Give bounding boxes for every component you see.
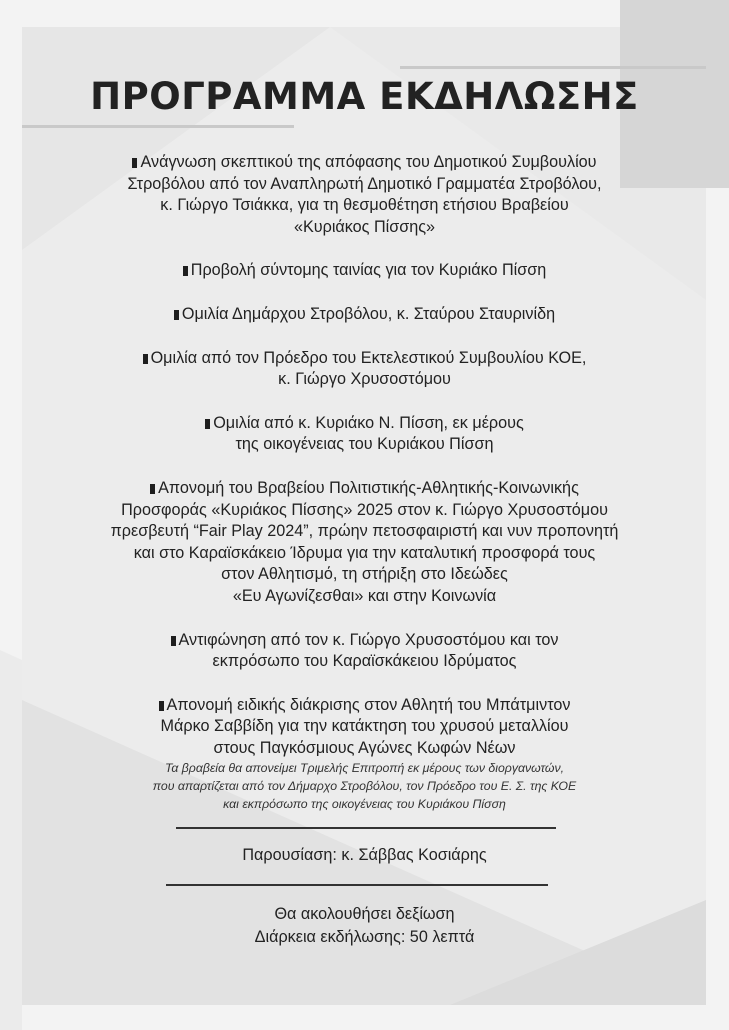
program-item-line	[0, 217, 729, 239]
program-item-text: Ομιλία Δημάρχου Στροβόλου, κ. Σταύρου Σταυρινίδη	[181, 304, 556, 323]
program-item-text: στον Αθλητισμό, τη στήριξη στο Ιδεώδες	[221, 565, 508, 584]
program-item-line	[0, 651, 729, 673]
program-item-line	[0, 716, 729, 738]
square-bullet-icon	[183, 266, 188, 276]
program-item-line	[0, 630, 729, 652]
program-item	[0, 695, 729, 760]
program-item-text: στους Παγκόσμιους Αγώνες Κωφών Νέων	[213, 738, 516, 757]
program-list	[0, 152, 729, 781]
program-item-line	[0, 695, 729, 717]
program-item-text: της οικογένειας του Κυριάκου Πίσση	[235, 435, 494, 454]
program-item-line	[0, 304, 729, 326]
program-item-line	[0, 413, 729, 435]
program-item-text: κ. Γιώργο Χρυσοστόμου	[278, 370, 451, 389]
square-bullet-icon	[159, 701, 164, 711]
program-item-line	[0, 478, 729, 500]
square-bullet-icon	[132, 158, 137, 168]
decorative-line-left	[22, 125, 294, 128]
program-item-line	[0, 434, 729, 456]
square-bullet-icon	[150, 484, 155, 494]
program-item-line	[0, 174, 729, 196]
program-item-text: Μάρκο Σαββίδη για την κατάκτηση του χρυσού μεταλλίου	[160, 717, 569, 736]
divider-lower	[166, 884, 548, 886]
square-bullet-icon	[143, 354, 148, 364]
program-item-line	[0, 152, 729, 174]
program-item-line	[0, 260, 729, 282]
square-bullet-icon	[174, 310, 179, 320]
program-item-line	[0, 543, 729, 565]
program-item-text: Ομιλία από κ. Κυριάκο Ν. Πίσση, εκ μέρους	[213, 413, 524, 432]
program-item-line	[0, 738, 729, 760]
closing-info	[0, 903, 729, 949]
program-item-text: Απονομή ειδικής διάκρισης στον Αθλητή του Μπάτμιντον	[166, 695, 571, 714]
program-item	[0, 348, 729, 391]
program-item-text: Απονομή του Βραβείου Πολιτιστικής-Αθλητικής-Κοινωνικής	[158, 478, 579, 497]
square-bullet-icon	[205, 419, 210, 429]
program-item-line	[0, 586, 729, 608]
divider-upper	[176, 827, 556, 829]
program-item	[0, 152, 729, 238]
program-item-text: Στροβόλου από τον Αναπληρωτή Δημοτικό Γραμματέα Στροβόλου,	[127, 174, 602, 193]
program-item-text: Προσφοράς «Κυριάκος Πίσσης» 2025 στον κ. Γιώργο Χρυσοστόμου	[121, 500, 608, 519]
program-item-text: «Ευ Αγωνίζεσθαι» και στην Κοινωνία	[232, 586, 497, 605]
program-item	[0, 478, 729, 608]
page-title: ΠΡΟΓΡΑΜΜΑ ΕΚΔΗΛΩΣΗΣ	[90, 75, 639, 118]
program-item-line	[0, 500, 729, 522]
program-item-line	[0, 348, 729, 370]
program-item-line	[0, 521, 729, 543]
duration-text: Διάρκεια εκδήλωσης: 50 λεπτά	[254, 928, 475, 946]
program-item-text: «Κυριάκος Πίσσης»	[293, 217, 436, 236]
program-item-text: Προβολή σύντομης ταινίας για τον Κυριάκο Πίσση	[190, 261, 547, 280]
program-item-text: Ομιλία από τον Πρόεδρο του Εκτελεστικού Συμβουλίου ΚΟΕ,	[150, 348, 587, 367]
note-line: που απαρτίζεται από τον Δήμαρχο Στροβόλου, τον Πρόεδρο του Ε. Σ. της ΚΟΕ	[152, 779, 577, 793]
note-line: και εκπρόσωπο της οικογένειας του Κυριάκου Πίσση	[223, 797, 506, 811]
program-item-text: πρεσβευτή “Fair Play 2024”, πρώην πετοσφαιριστή και νυν προπονητή	[110, 522, 619, 541]
square-bullet-icon	[171, 636, 176, 646]
program-item-text: και στο Καραϊσκάκειο Ίδρυμα για την καταλυτική προσφορά τους	[133, 543, 596, 562]
decorative-line-top-right	[400, 66, 706, 69]
program-item	[0, 413, 729, 456]
program-item-text: κ. Γιώργο Τσιάκκα, για τη θεσμοθέτηση ετήσιου Βραβείου	[160, 196, 569, 215]
program-item-text: Αντιφώνηση από τον κ. Γιώργο Χρυσοστόμου και τον	[178, 630, 559, 649]
program-item	[0, 630, 729, 673]
reception-text: Θα ακολουθήσει δεξίωση	[274, 905, 455, 923]
program-item	[0, 304, 729, 326]
note-line: Τα βραβεία θα απονείμει Τριμελής Επιτροπή εκ μέρους των διοργανωτών,	[164, 761, 565, 775]
program-item-line	[0, 195, 729, 217]
program-item-line	[0, 564, 729, 586]
program-item-line	[0, 369, 729, 391]
presenter-text: Παρουσίαση: κ. Σάββας Κοσιάρης	[242, 846, 487, 864]
program-item	[0, 260, 729, 282]
awards-note	[0, 759, 729, 813]
program-item-text: Ανάγνωση σκεπτικού της απόφασης του Δημοτικού Συμβουλίου	[140, 153, 597, 171]
program-item-text: εκπρόσωπο του Καραϊσκάκειου Ιδρύματος	[212, 652, 517, 671]
